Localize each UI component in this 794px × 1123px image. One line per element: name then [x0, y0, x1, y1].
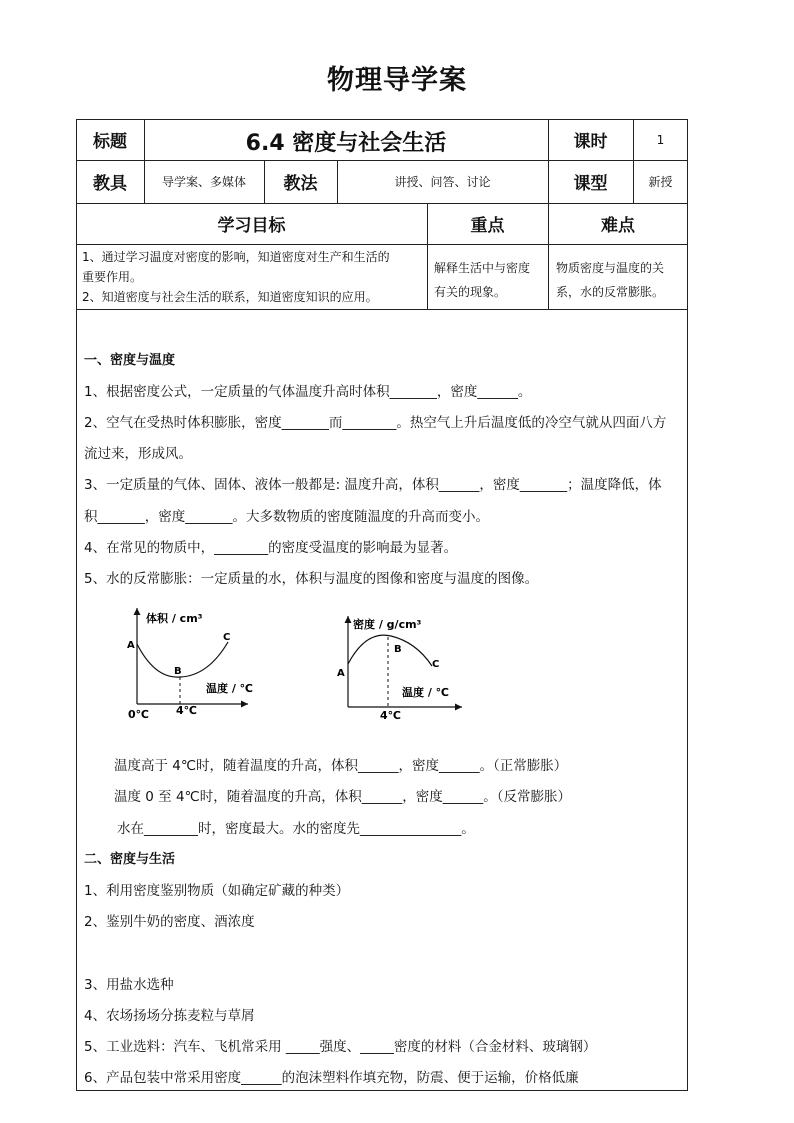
goal-header: 学习目标 [217, 216, 286, 236]
application-line: 3、用盐水选种 [84, 977, 174, 993]
application-line: 4、农场扬场分拣麦粒与草屑 [84, 1008, 255, 1024]
application-line: 6、产品包装中常采用密度______的泡沫塑料作填充物，防震、便于运输，价格低廉 [84, 1070, 579, 1086]
x-axis-label: 温度 / ℃ [402, 686, 449, 699]
question-line: 温度高于 4℃时，随着温度的升高，体积______，密度______。（正常膨胀） [114, 758, 568, 774]
tools-value: 导学案、多媒体 [161, 175, 246, 189]
key-line-2: 有关的现象。 [434, 285, 507, 299]
density-curve [348, 635, 432, 666]
application-line: 2、鉴别牛奶的密度、酒浓度 [84, 914, 255, 930]
method-label: 教法 [283, 174, 318, 194]
row-divider [76, 309, 688, 310]
method-value: 讲授、问答、讨论 [394, 175, 491, 189]
hours-label: 课时 [573, 132, 608, 152]
hours-value: 1 [656, 132, 665, 147]
point-c-label: C [432, 659, 440, 670]
x-tick-4c: 4℃ [380, 709, 401, 722]
difficulty-header: 难点 [601, 216, 635, 236]
question-line: 5、水的反常膨胀：一定质量的水，体积与温度的图像和密度与温度的图像。 [84, 571, 539, 587]
document-title: 物理导学案 [327, 65, 467, 96]
goal-line-3: 2、知道密度与社会生活的联系，知道密度知识的应用。 [82, 290, 378, 304]
volume-temperature-graph [120, 604, 260, 722]
lesson-topic: 6.4 密度与社会生活 [245, 131, 447, 156]
point-a-label: A [337, 668, 345, 679]
point-b-label: B [394, 644, 402, 655]
type-label: 课型 [573, 174, 608, 194]
difficulty-line-1: 物质密度与温度的关 [556, 261, 665, 275]
question-line: 温度 0 至 4℃时，随着温度的升高，体积______，密度______。（反常膨胀） [114, 789, 571, 805]
x-tick-4c: 4℃ [176, 704, 197, 717]
section-heading: 二、密度与生活 [84, 852, 176, 867]
x-axis-label: 温度 / ℃ [206, 682, 253, 695]
question-line: 积_______，密度_______。大多数物质的密度随温度的升高而变小。 [84, 509, 489, 525]
question-line: 4、在常见的物质中，________的密度受温度的影响最为显著。 [84, 540, 458, 556]
question-line: 流过来，形成风。 [84, 446, 192, 462]
section-heading: 一、密度与温度 [84, 353, 176, 368]
application-line: 5、工业选料：汽车、飞机常采用 _____强度、_____密度的材料（合金材料、玻璃钢） [84, 1039, 597, 1055]
type-value: 新授 [648, 175, 673, 189]
title-label: 标题 [93, 132, 127, 152]
question-line: 2、空气在受热时体积膨胀，密度_______而________。热空气上升后温度低的冷空气就从四面八方 [84, 415, 667, 431]
y-axis-label: 密度 / g/cm³ [353, 618, 422, 631]
key-line-1: 解释生活中与密度 [434, 261, 531, 275]
row-divider [76, 244, 688, 245]
point-a-label: A [127, 640, 135, 651]
key-point-header: 重点 [470, 216, 505, 236]
question-line: 水在________时，密度最大。水的密度先_______________。 [117, 821, 475, 837]
density-temperature-graph [336, 612, 476, 724]
tools-label: 教具 [93, 174, 127, 194]
question-line: 3、一定质量的气体、固体、液体一般都是: 温度升高，体积______，密度_______；温度降低，体 [84, 477, 662, 493]
goal-line-2: 重要作用。 [82, 270, 143, 284]
question-line: 1、根据密度公式，一定质量的气体温度升高时体积_______，密度______。 [84, 384, 532, 400]
application-line: 1、利用密度鉴别物质（如确定矿藏的种类） [84, 883, 350, 899]
volume-curve [137, 642, 228, 677]
origin-label: 0℃ [128, 708, 149, 721]
y-axis-label: 体积 / cm³ [146, 612, 203, 625]
point-b-label: B [174, 666, 182, 677]
goal-line-1: 1、通过学习温度对密度的影响，知道密度对生产和生活的 [82, 250, 390, 264]
difficulty-line-2: 系，水的反常膨胀。 [556, 285, 665, 299]
point-c-label: C [223, 632, 231, 643]
